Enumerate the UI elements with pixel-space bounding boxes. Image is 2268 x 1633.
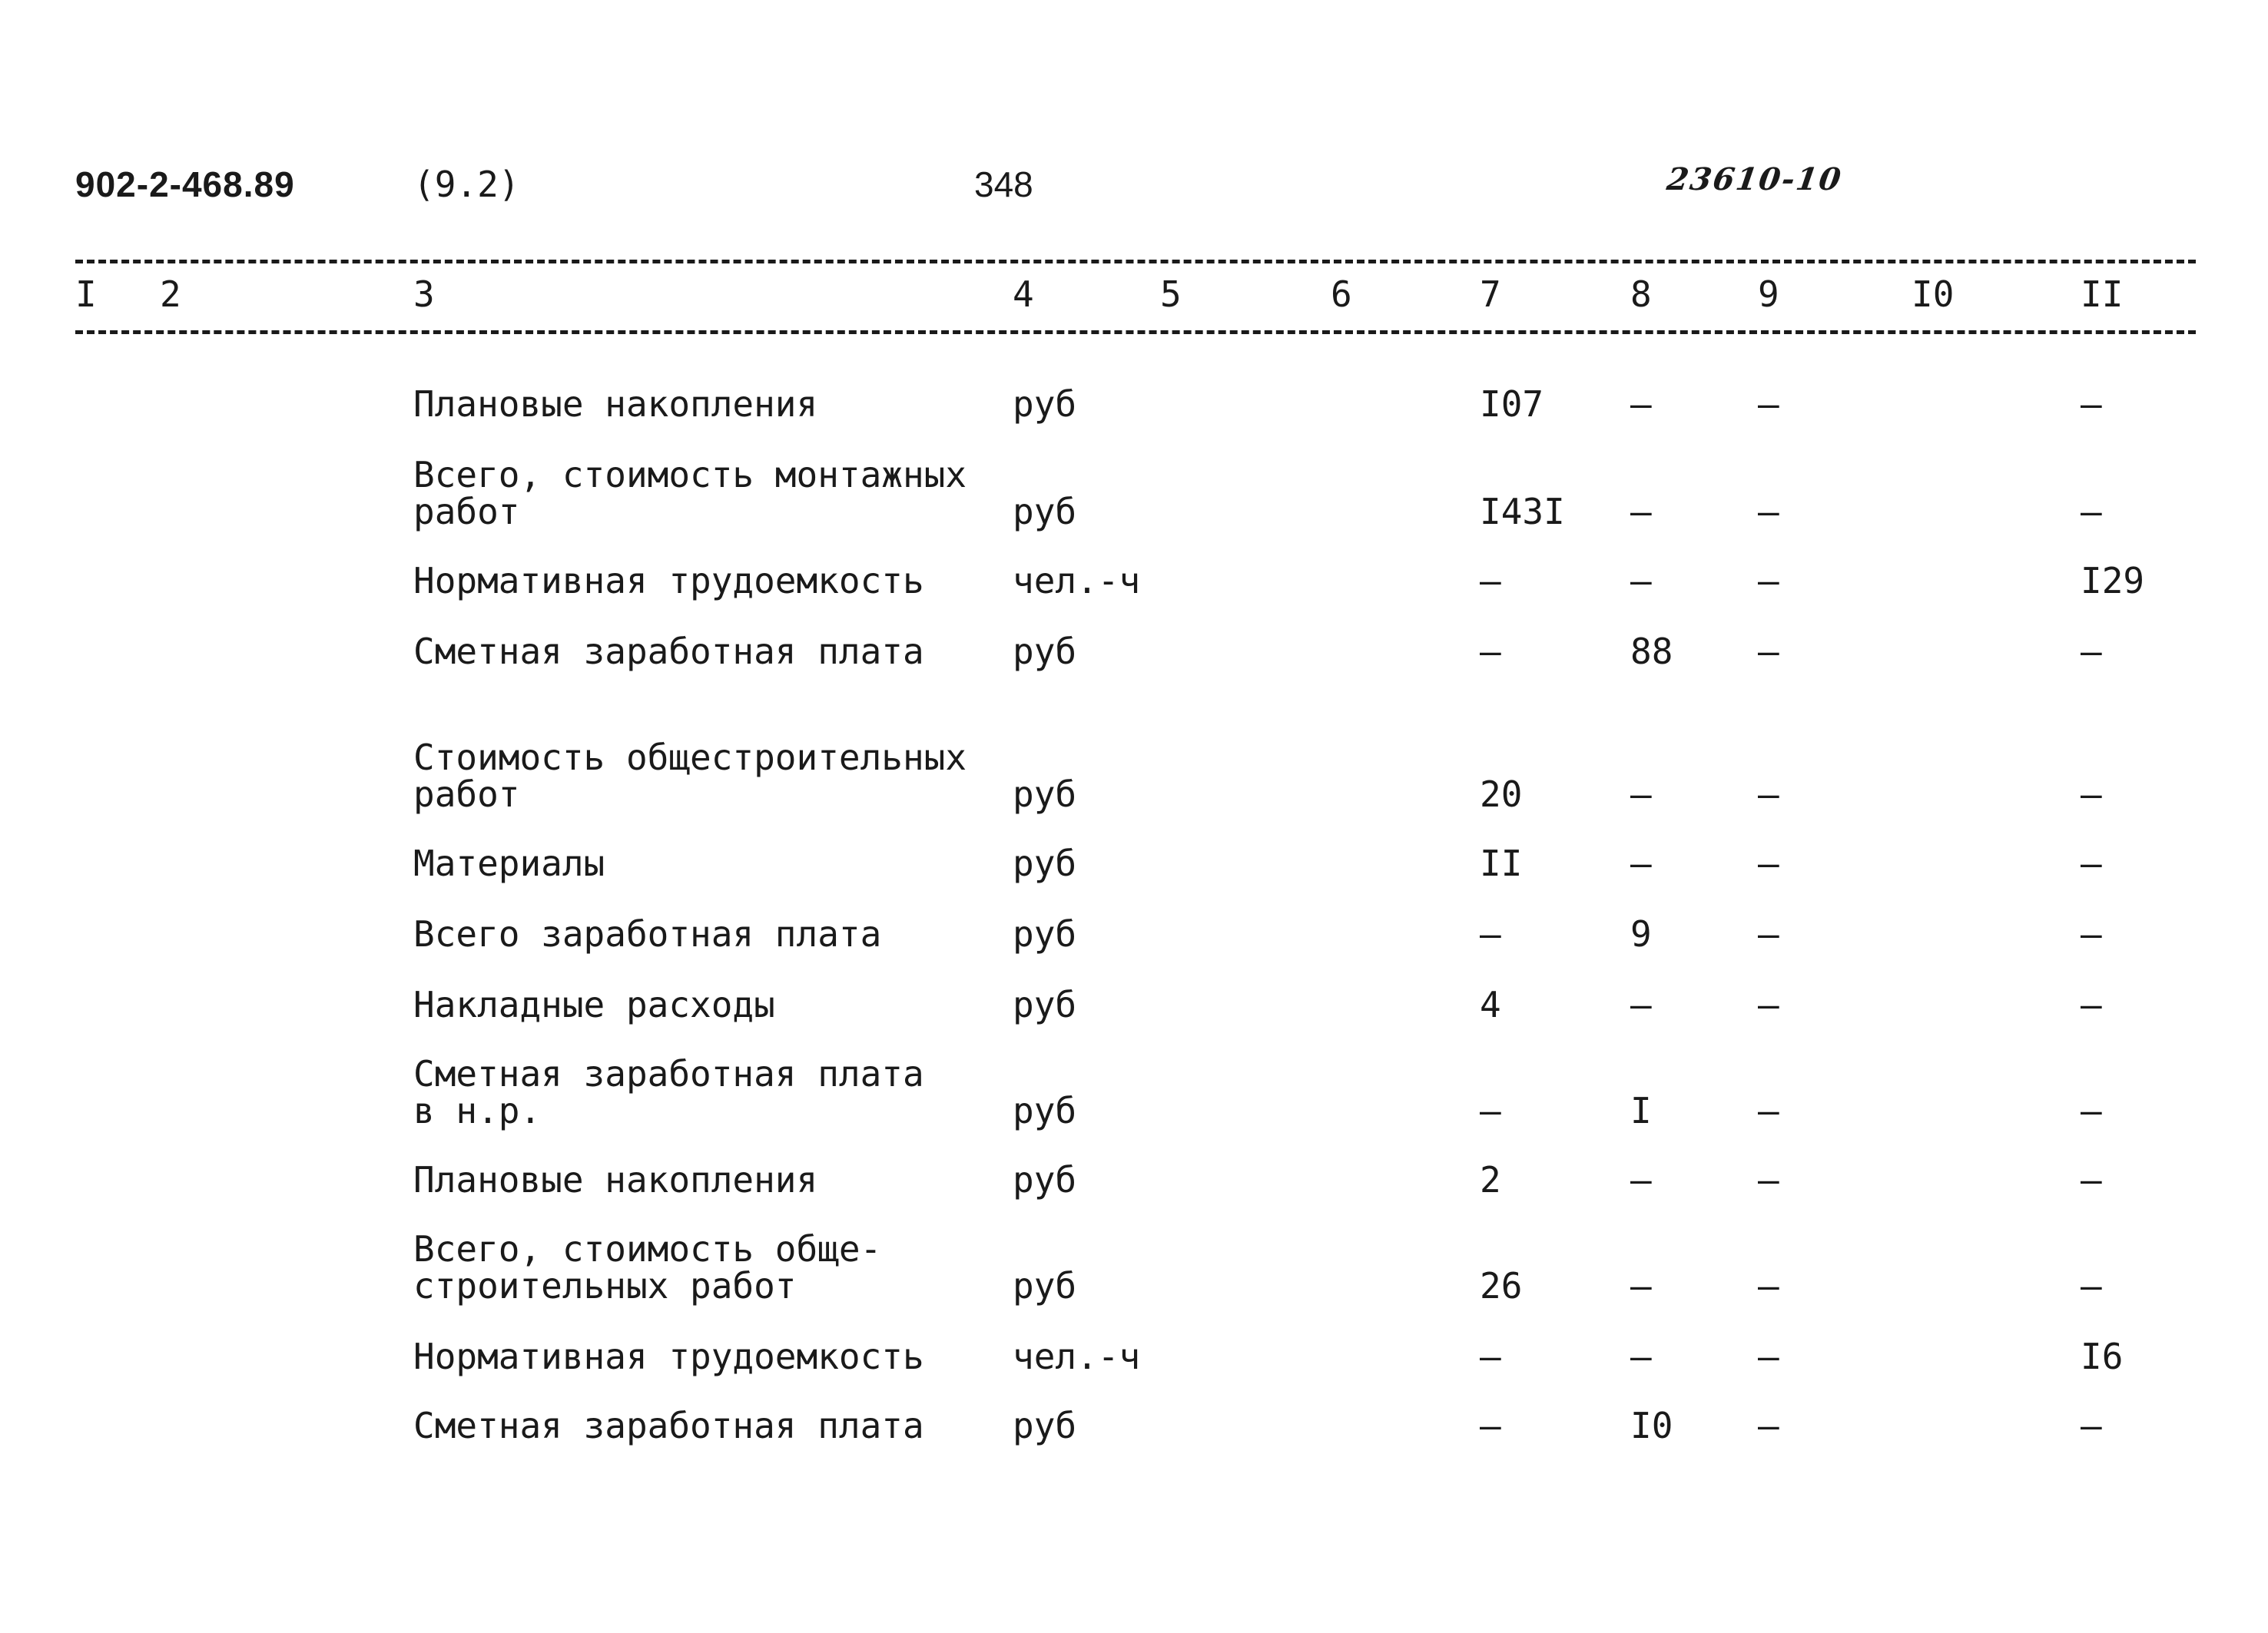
column-number-4: 4: [1013, 273, 1034, 315]
column-7-value: –: [1480, 913, 1501, 955]
column-7-value: 20: [1480, 773, 1523, 815]
column-9-value: –: [1758, 383, 1779, 425]
column-7-value: II: [1480, 843, 1523, 884]
handwritten-code: 23610-10: [1664, 161, 1845, 197]
item-name: Накладные расходы: [413, 984, 775, 1025]
column-7-value: –: [1480, 1090, 1501, 1131]
column-7-value: –: [1480, 1336, 1501, 1377]
column-7-value: –: [1480, 631, 1501, 672]
table-row: [0, 624, 2268, 670]
column-11-value: I6: [2081, 1336, 2124, 1377]
column-9-value: –: [1758, 913, 1779, 955]
column-number-7: 7: [1480, 273, 1501, 315]
column-8-value: –: [1630, 843, 1652, 884]
item-name: Нормативная трудоемкость: [413, 560, 924, 601]
unit: чел.-ч: [1013, 560, 1141, 601]
column-8-value: I0: [1630, 1405, 1673, 1446]
column-8-value: –: [1630, 383, 1652, 425]
column-11-value: –: [2081, 984, 2102, 1025]
unit: руб: [1013, 913, 1077, 955]
column-9-value: –: [1758, 631, 1779, 672]
unit: руб: [1013, 1265, 1077, 1307]
column-8-value: –: [1630, 984, 1652, 1025]
column-number-1: I: [75, 273, 97, 315]
document-code: 902-2-468.89: [75, 164, 295, 204]
column-11-value: –: [2081, 843, 2102, 884]
item-name: Всего, стоимость монтажных работ: [413, 454, 967, 532]
item-name: Плановые накопления: [413, 1159, 818, 1201]
table-row: [0, 553, 2268, 599]
column-7-value: 26: [1480, 1265, 1523, 1307]
column-11-value: –: [2081, 1265, 2102, 1307]
item-name: Сметная заработная плата: [413, 1405, 924, 1446]
item-name: Плановые накопления: [413, 383, 818, 425]
column-8-value: 9: [1630, 913, 1652, 955]
column-number-6: 6: [1331, 273, 1352, 315]
column-11-value: I29: [2081, 560, 2145, 601]
page-number: 348: [974, 164, 1033, 204]
section-number: (9.2): [413, 164, 520, 205]
item-name: Сметная заработная плата в н.р.: [413, 1053, 924, 1131]
column-number-5: 5: [1160, 273, 1182, 315]
column-11-value: –: [2081, 383, 2102, 425]
column-7-value: 2: [1480, 1159, 1501, 1201]
table-row: [0, 977, 2268, 1023]
table-row: [0, 836, 2268, 882]
unit: руб: [1013, 383, 1077, 425]
item-name: Стоимость общестроительных работ: [413, 737, 967, 815]
column-11-value: –: [2081, 631, 2102, 672]
column-9-value: –: [1758, 1405, 1779, 1446]
column-9-value: –: [1758, 1090, 1779, 1131]
item-name: Всего, стоимость обще- строительных работ: [413, 1228, 882, 1307]
unit: руб: [1013, 1405, 1077, 1446]
item-name: Сметная заработная плата: [413, 631, 924, 672]
unit: руб: [1013, 491, 1077, 532]
item-name: Нормативная трудоемкость: [413, 1336, 924, 1377]
column-number-9: 9: [1758, 273, 1779, 315]
column-number-2: 2: [160, 273, 181, 315]
column-11-value: –: [2081, 773, 2102, 815]
column-11-value: –: [2081, 1159, 2102, 1201]
column-number-8: 8: [1630, 273, 1652, 315]
column-7-value: 4: [1480, 984, 1501, 1025]
column-8-value: –: [1630, 560, 1652, 601]
column-11-value: –: [2081, 1090, 2102, 1131]
table-row: [0, 906, 2268, 955]
unit: руб: [1013, 773, 1077, 815]
column-9-value: –: [1758, 560, 1779, 601]
column-8-value: 88: [1630, 631, 1673, 672]
column-8-value: –: [1630, 1159, 1652, 1201]
column-9-value: –: [1758, 1159, 1779, 1201]
column-11-value: –: [2081, 1405, 2102, 1446]
table-row: [0, 1224, 2268, 1307]
unit: руб: [1013, 843, 1077, 884]
column-7-value: I07: [1480, 383, 1544, 425]
column-7-value: –: [1480, 560, 1501, 601]
column-number-10: I0: [1912, 273, 1955, 315]
table-row: [0, 1048, 2268, 1129]
column-number-11: II: [2081, 273, 2124, 315]
table-row: [0, 449, 2268, 530]
column-8-value: –: [1630, 1336, 1652, 1377]
column-8-value: –: [1630, 1265, 1652, 1307]
item-name: Всего заработная плата: [413, 913, 882, 955]
column-8-value: –: [1630, 773, 1652, 815]
unit: руб: [1013, 984, 1077, 1025]
column-9-value: –: [1758, 491, 1779, 532]
column-9-value: –: [1758, 984, 1779, 1025]
item-name: Материалы: [413, 843, 605, 884]
unit: руб: [1013, 1090, 1077, 1131]
column-number-3: 3: [413, 273, 435, 315]
column-11-value: –: [2081, 913, 2102, 955]
table-row: [0, 1329, 2268, 1375]
column-8-value: I: [1630, 1090, 1652, 1131]
table-row: [0, 732, 2268, 813]
table-row: [0, 1398, 2268, 1444]
column-7-value: I43I: [1480, 491, 1565, 532]
column-8-value: –: [1630, 491, 1652, 532]
column-9-value: –: [1758, 843, 1779, 884]
column-9-value: –: [1758, 1265, 1779, 1307]
unit: руб: [1013, 631, 1077, 672]
column-9-value: –: [1758, 773, 1779, 815]
table-row: [0, 1152, 2268, 1201]
column-7-value: –: [1480, 1405, 1501, 1446]
column-11-value: –: [2081, 491, 2102, 532]
unit: руб: [1013, 1159, 1077, 1201]
column-9-value: –: [1758, 1336, 1779, 1377]
unit: чел.-ч: [1013, 1336, 1141, 1377]
table-row: [0, 376, 2268, 425]
